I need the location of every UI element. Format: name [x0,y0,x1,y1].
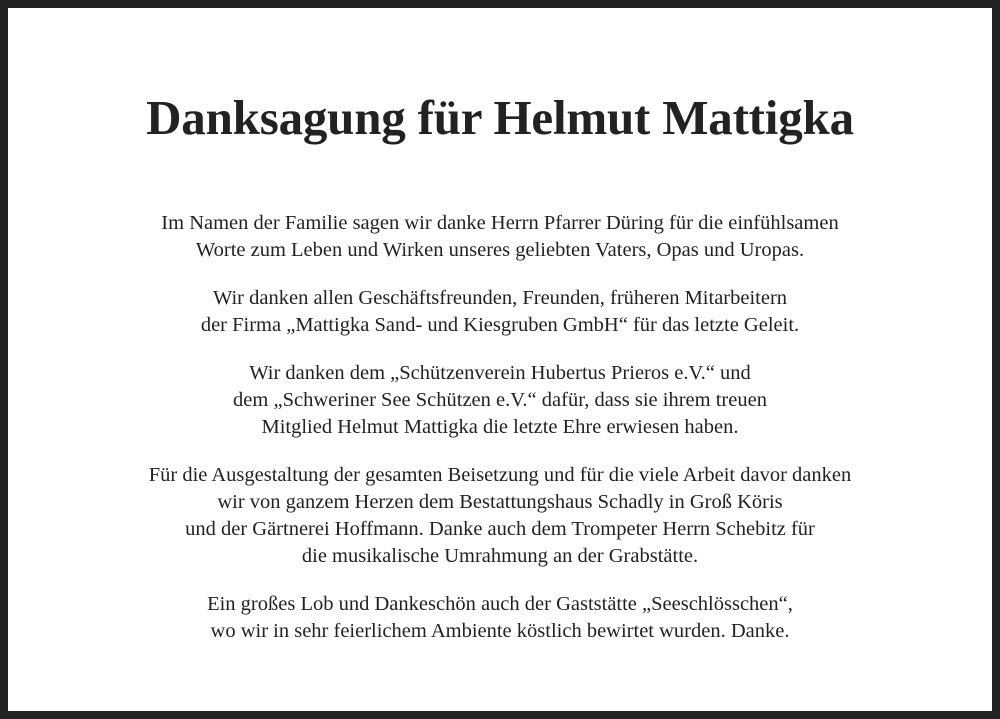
notice-body [8,210,992,666]
text-line: und der Gärtnerei Hoffmann. Danke auch dem Trompeter Herrn Schebitz für [185,518,815,540]
text-line: dem „Schweriner See Schützen e.V.“ dafür, dass sie ihrem treuen [233,389,767,411]
paragraph-shooting-clubs-thanks [8,360,992,441]
text-line: Wir danken allen Geschäftsfreunden, Freunden, früheren Mitarbeitern [212,287,788,309]
paragraph-restaurant-thanks [8,591,992,645]
text-line: Mitglied Helmut Mattigka die letzte Ehre erwiesen haben. [261,416,739,438]
text-line: wo wir in sehr feierlichem Ambiente köstlich bewirtet wurden. Danke. [210,620,790,642]
text-line: Ein großes Lob und Dankeschön auch der Gaststätte „Seeschlösschen“, [207,593,793,615]
paragraph-pastor-thanks [8,210,992,264]
text-line: Im Namen der Familie sagen wir danke Herrn Pfarrer Düring für die einfühlsamen [161,212,839,234]
text-line: die musikalische Umrahmung an der Grabstätte. [301,545,699,567]
text-line: Für die Ausgestaltung der gesamten Beisetzung und für die viele Arbeit davor danken [148,464,852,486]
paragraph-funeral-services-thanks [8,462,992,570]
text-line: wir von ganzem Herzen dem Bestattungshaus Schadly in Groß Köris [217,491,783,513]
notice-title: Danksagung für Helmut Mattigka [146,90,854,145]
text-line: Wir danken dem „Schützenverein Hubertus Prieros e.V.“ und [249,362,751,384]
paragraph-business-friends-thanks [8,285,992,339]
text-line: der Firma „Mattigka Sand- und Kiesgruben GmbH“ für das letzte Geleit. [200,314,800,336]
text-line: Worte zum Leben und Wirken unseres geliebten Vaters, Opas und Uropas. [195,239,805,261]
